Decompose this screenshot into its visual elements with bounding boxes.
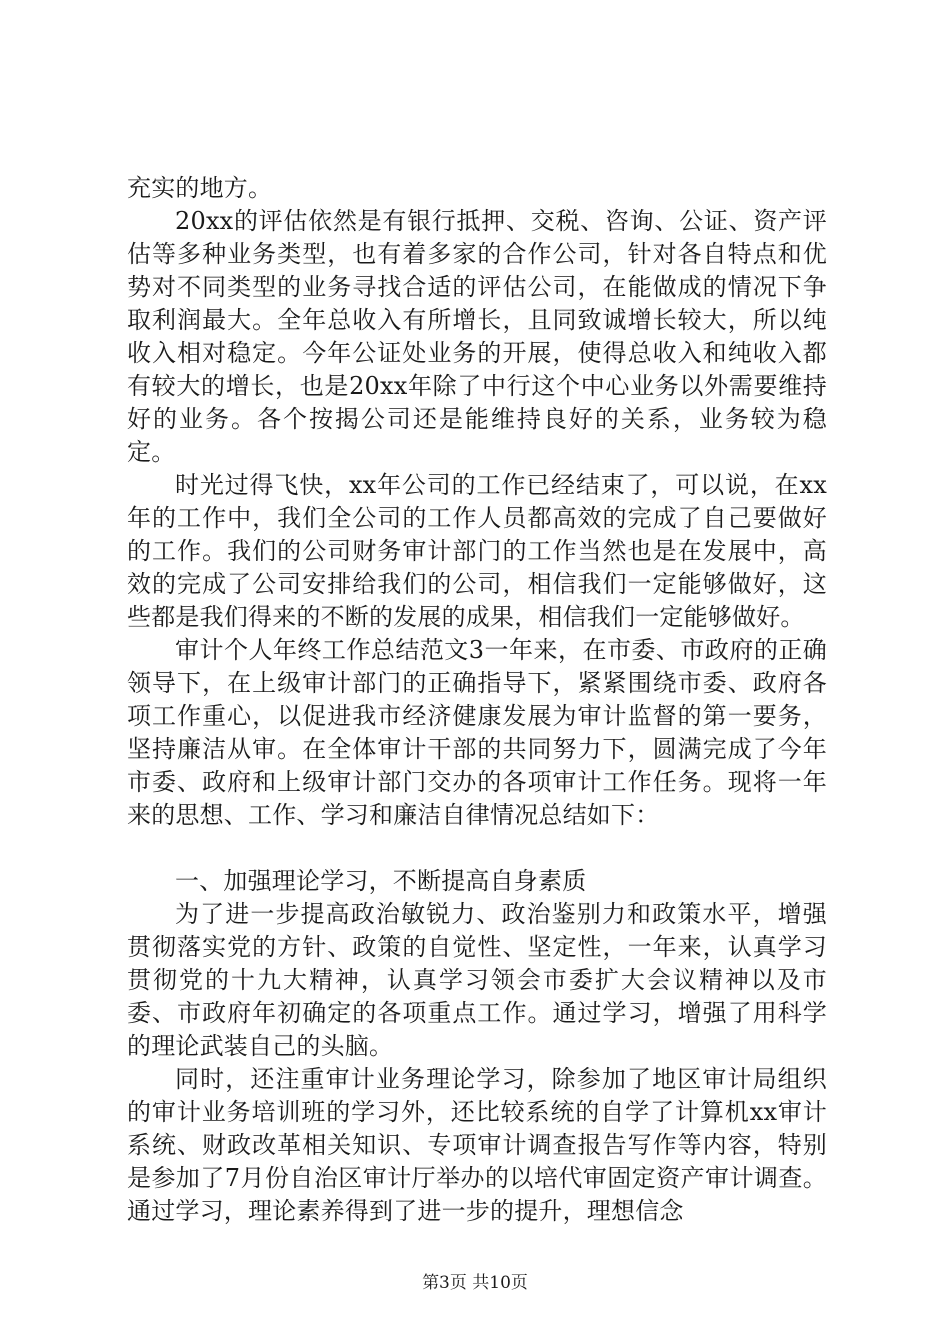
paragraph-business-study: 同时，还注重审计业务理论学习，除参加了地区审计局组织的审计业务培训班的学习外，还比较系统的自学了计算机xx审计系统、财政改革相关知识、专项审计调查报告写作等内容，特别是参加了7月份自治区审计厅举办的以培代审固定资产审计调查。通过学习，理论素养得到了进一步的提升，理想信念 [127,1065,827,1225]
document-body [127,172,827,1228]
paragraph-year-review: 时光过得飞快，xx年公司的工作已经结束了，可以说，在xx年的工作中，我们全公司的工作人员都高效的完成了自己要做好的工作。我们的公司财务审计部门的工作当然也是在发展中，高效的完成了公司安排给我们的公司，相信我们一定能够做好，这些都是我们得来的不断的发展的成果，相信我们一定能够做好。 [127,471,827,631]
paragraph-closing-line: 充实的地方。 [127,174,273,202]
paragraph-audit-summary-intro: 审计个人年终工作总结范文3一年来，在市委、市政府的正确领导下，在上级审计部门的正确指导下，紧紧围绕市委、政府各项工作重心，以促进我市经济健康发展为审计监督的第一要务，坚持廉洁从审。在全体审计干部的共同努力下，圆满完成了今年市委、政府和上级审计部门交办的各项审计工作任务。现将一年来的思想、工作、学习和廉洁自律情况总结如下： [127,636,827,829]
page-number-footer: 第3页 共10页 [422,1273,528,1293]
paragraph-appraisal-business: 20xx的评估依然是有银行抵押、交税、咨询、公证、资产评估等多种业务类型，也有着多家的合作公司，针对各自特点和优势对不同类型的业务寻找合适的评估公司，在能做成的情况下争取利润最大。全年总收入有所增长，且同致诚增长较大，所以纯收入相对稳定。今年公证处业务的开展，使得总收入和纯收入都有较大的增长，也是20xx年除了中行这个中心业务以外需要维持好的业务。各个按揭公司还是能维持良好的关系，业务较为稳定。 [127,207,827,466]
paragraph-political-study: 为了进一步提高政治敏锐力、政治鉴别力和政策水平，增强贯彻落实党的方针、政策的自觉性、坚定性，一年来，认真学习贯彻党的十九大精神，认真学习领会市委扩大会议精神以及市委、市政府年初确定的各项重点工作。通过学习，增强了用科学的理论武装自己的头脑。 [127,900,827,1060]
section-heading-theory-study: 一、加强理论学习，不断提高自身素质 [175,867,587,895]
